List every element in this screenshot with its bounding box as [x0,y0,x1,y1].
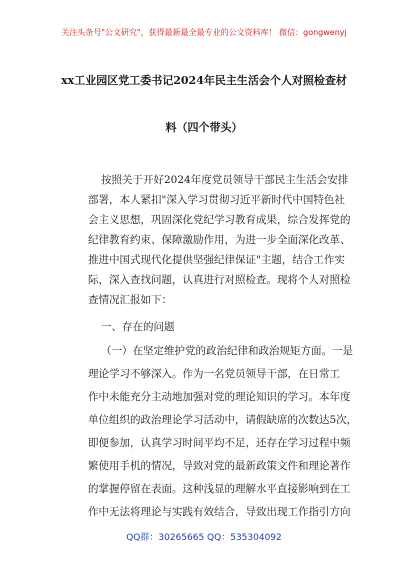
paragraph-line: （一）在坚定维护党的政治纪律和政治规矩方面。一是 [101,345,353,357]
paragraph-line: 作中未能充分主动地加强对党的理论知识的学习。本年度 [88,391,351,403]
paragraph-line: 作中无法将理论与实践有效结合，导致出现工作指引方向 [88,506,351,518]
paragraph-line: 纪律教育约束、保障激励作用，为进一步全面深化改革、 [88,234,351,246]
paragraph-line: 的掌握停留在表面。这种浅显的理解水平直接影响到在工 [88,483,351,495]
paragraph-line: 会主义思想，巩固深化党纪学习教育成果，综合发挥党的 [88,214,351,226]
document-title-continuation: 料（四个带头） [165,121,243,134]
promo-banner: 关注头条号"公文研究"，获得最新最全最专业的公文资料库！ 微信：gongwenyj [61,28,347,37]
paragraph-line: 查情况汇报如下： [88,294,172,306]
paragraph-line: 际，深入查找问题，认真进行对照检查。现将个人对照检 [88,274,351,286]
section-heading: 一、存在的问题 [101,321,175,333]
document-title: xx工业园区党工委书记2024年民主生活会个人对照检查材 [61,74,347,87]
paragraph-line: 单位组织的政治理论学习活动中，请假缺席的次数达5次， [88,414,358,426]
paragraph-line: 按照关于开好2024年度党员领导干部民主生活会安排 [101,174,349,186]
paragraph-line: 理论学习不够深入。作为一名党员领导干部，在日常工 [88,368,340,380]
paragraph-line: 繁使用手机的情况，导致对党的最新政策文件和理论著作 [88,460,351,472]
paragraph-line: 推进中国式现代化提供坚强纪律保证"主题，结合工作实 [88,254,345,266]
paragraph-line: 即便参加，认真学习时间平均不足，还存在学习过程中频 [88,437,351,449]
paragraph-line: 部署，本人紧扣"深入学习贯彻习近平新时代中国特色社 [88,194,345,206]
footer-contact: QQ群：30265665 QQ：535304092 [126,533,282,543]
